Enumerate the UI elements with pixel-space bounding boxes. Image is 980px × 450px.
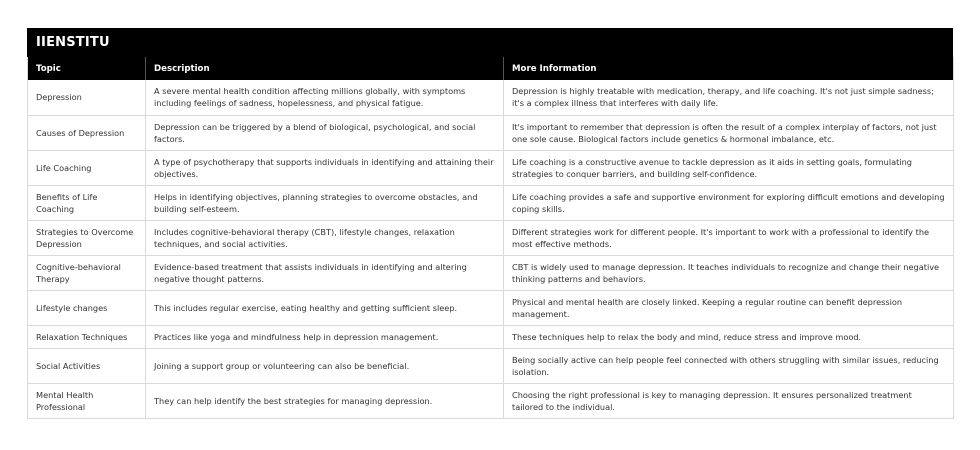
cell-topic: Depression: [28, 80, 146, 115]
column-header-topic: Topic: [28, 57, 146, 80]
table-row: [28, 383, 954, 418]
content-table-card: [27, 28, 953, 419]
cell-more-information: Being socially active can help people feel connected with others struggling with similar issues, reducing isolation.: [504, 348, 954, 383]
table-row: [28, 348, 954, 383]
cell-more-information: Depression is highly treatable with medication, therapy, and life coaching. It's not just simple sadness; it's a complex illness that interferes with daily life.: [504, 80, 954, 115]
cell-more-information: Choosing the right professional is key to managing depression. It ensures personalized treatment tailored to the individual.: [504, 383, 954, 418]
cell-description: A type of psychotherapy that supports individuals in identifying and attaining their objectives.: [146, 150, 504, 185]
cell-description: Depression can be triggered by a blend of biological, psychological, and social factors.: [146, 115, 504, 150]
cell-topic: Social Activities: [28, 348, 146, 383]
cell-more-information: Physical and mental health are closely linked. Keeping a regular routine can benefit depression management.: [504, 290, 954, 325]
cell-more-information: These techniques help to relax the body and mind, reduce stress and improve mood.: [504, 325, 954, 348]
table-row: [28, 325, 954, 348]
cell-topic: Benefits of Life Coaching: [28, 185, 146, 220]
cell-description: A severe mental health condition affecting millions globally, with symptoms including feelings of sadness, hopelessness, and physical fatigue.: [146, 80, 504, 115]
table-row: [28, 115, 954, 150]
cell-more-information: CBT is widely used to manage depression. It teaches individuals to recognize and change their negative thinking patterns and behaviors.: [504, 255, 954, 290]
cell-topic: Lifestyle changes: [28, 290, 146, 325]
cell-topic: Mental Health Professional: [28, 383, 146, 418]
column-header-more-information: More Information: [504, 57, 954, 80]
cell-description: Includes cognitive-behavioral therapy (CBT), lifestyle changes, relaxation techniques, and social activities.: [146, 220, 504, 255]
table-row: [28, 220, 954, 255]
cell-topic: Life Coaching: [28, 150, 146, 185]
table-row: [28, 80, 954, 115]
table-row: [28, 150, 954, 185]
cell-description: Evidence-based treatment that assists individuals in identifying and altering negative thought patterns.: [146, 255, 504, 290]
cell-more-information: Life coaching provides a safe and supportive environment for exploring difficult emotions and developing coping skills.: [504, 185, 954, 220]
table-row: [28, 185, 954, 220]
cell-description: This includes regular exercise, eating healthy and getting sufficient sleep.: [146, 290, 504, 325]
header-row: [28, 57, 954, 80]
cell-more-information: It's important to remember that depression is often the result of a complex interplay of factors, not just one sole cause. Biological factors include genetics & hormonal imbalance, etc.: [504, 115, 954, 150]
column-header-description: Description: [146, 57, 504, 80]
cell-topic: Strategies to Overcome Depression: [28, 220, 146, 255]
cell-topic: Cognitive-behavioral Therapy: [28, 255, 146, 290]
cell-description: They can help identify the best strategies for managing depression.: [146, 383, 504, 418]
table-row: [28, 290, 954, 325]
cell-topic: Relaxation Techniques: [28, 325, 146, 348]
cell-description: Practices like yoga and mindfulness help in depression management.: [146, 325, 504, 348]
cell-more-information: Life coaching is a constructive avenue to tackle depression as it aids in setting goals, formulating strategies to conquer barriers, and building self-confidence.: [504, 150, 954, 185]
cell-description: Joining a support group or volunteering can also be beneficial.: [146, 348, 504, 383]
info-table: [27, 57, 954, 419]
cell-topic: Causes of Depression: [28, 115, 146, 150]
brand-title: IIENSTITU: [27, 28, 953, 57]
cell-description: Helps in identifying objectives, planning strategies to overcome obstacles, and building self-esteem.: [146, 185, 504, 220]
cell-more-information: Different strategies work for different people. It's important to work with a professional to identify the most effective methods.: [504, 220, 954, 255]
table-row: [28, 255, 954, 290]
